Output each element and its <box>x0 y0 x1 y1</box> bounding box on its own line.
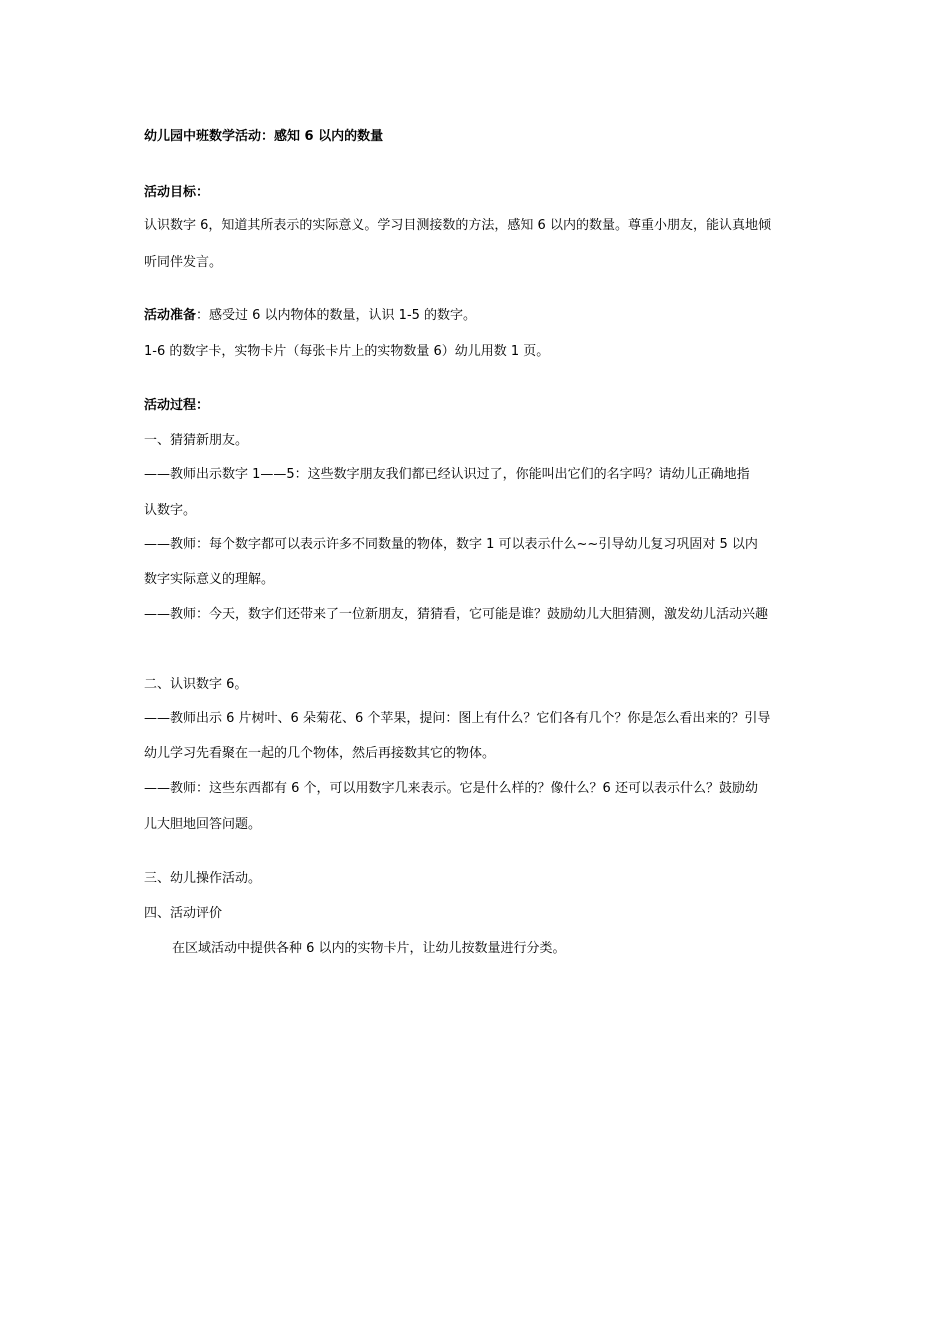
preparation-line-2: 1-6 的数字卡，实物卡片（每张卡片上的实物数量 6）幼儿用数 1 页。 <box>144 344 550 359</box>
part2-p1-line-2: 幼儿学习先看聚在一起的几个物体，然后再接数其它的物体。 <box>144 746 496 761</box>
part1-p1-line-1: ——教师出示数字 1——5：这些数字朋友我们都已经认识过了，你能叫出它们的名字吗？请幼儿正确地指 <box>144 467 750 482</box>
part2-p1-line-1: ——教师出示 6 片树叶、6 朵菊花、6 个苹果，提问：图上有什么？它们各有几个？你是怎么看出来的？引导 <box>144 711 771 726</box>
preparation-heading: 活动准备 <box>144 308 197 323</box>
part4-text: 在区域活动中提供各种 6 以内的实物卡片，让幼儿按数量进行分类。 <box>172 941 566 956</box>
part4-title: 四、活动评价 <box>144 906 223 921</box>
part2-title: 二、认识数字 6。 <box>144 677 248 692</box>
part3-title: 三、幼儿操作活动。 <box>144 871 262 886</box>
goals-text-line-2: 听同伴发言。 <box>144 255 223 270</box>
part2-p2-line-2: 儿大胆地回答问题。 <box>144 817 262 832</box>
goals-heading: 活动目标： <box>144 185 210 200</box>
part1-p2-line-1: ——教师：每个数字都可以表示许多不同数量的物体，数字 1 可以表示什么~~引导幼儿复习巩固对 5 以内 <box>144 537 758 552</box>
part1-p1-line-2: 认数字。 <box>144 503 197 518</box>
preparation-paragraph <box>144 307 814 325</box>
process-heading: 活动过程： <box>144 398 210 413</box>
document-title: 幼儿园中班数学活动：感知 6 以内的数量 <box>144 129 384 144</box>
part1-p2-line-2: 数字实际意义的理解。 <box>144 572 275 587</box>
preparation-text: ：感受过 6 以内物体的数量，认识 1-5 的数字。 <box>196 308 477 323</box>
part2-p2-line-1: ——教师：这些东西都有 6 个，可以用数字几来表示。它是什么样的？像什么？6 还可以表示什么？鼓励幼 <box>144 781 758 796</box>
goals-text-line-1: 认识数字 6，知道其所表示的实际意义。学习目测接数的方法，感知 6 以内的数量。尊重小朋友，能认真地倾 <box>144 218 771 233</box>
part1-p3-line-1: ——教师：今天，数字们还带来了一位新朋友，猜猜看，它可能是谁？鼓励幼儿大胆猜测，激发幼儿活动兴趣 <box>144 607 769 622</box>
part1-title: 一、猜猜新朋友。 <box>144 433 249 448</box>
